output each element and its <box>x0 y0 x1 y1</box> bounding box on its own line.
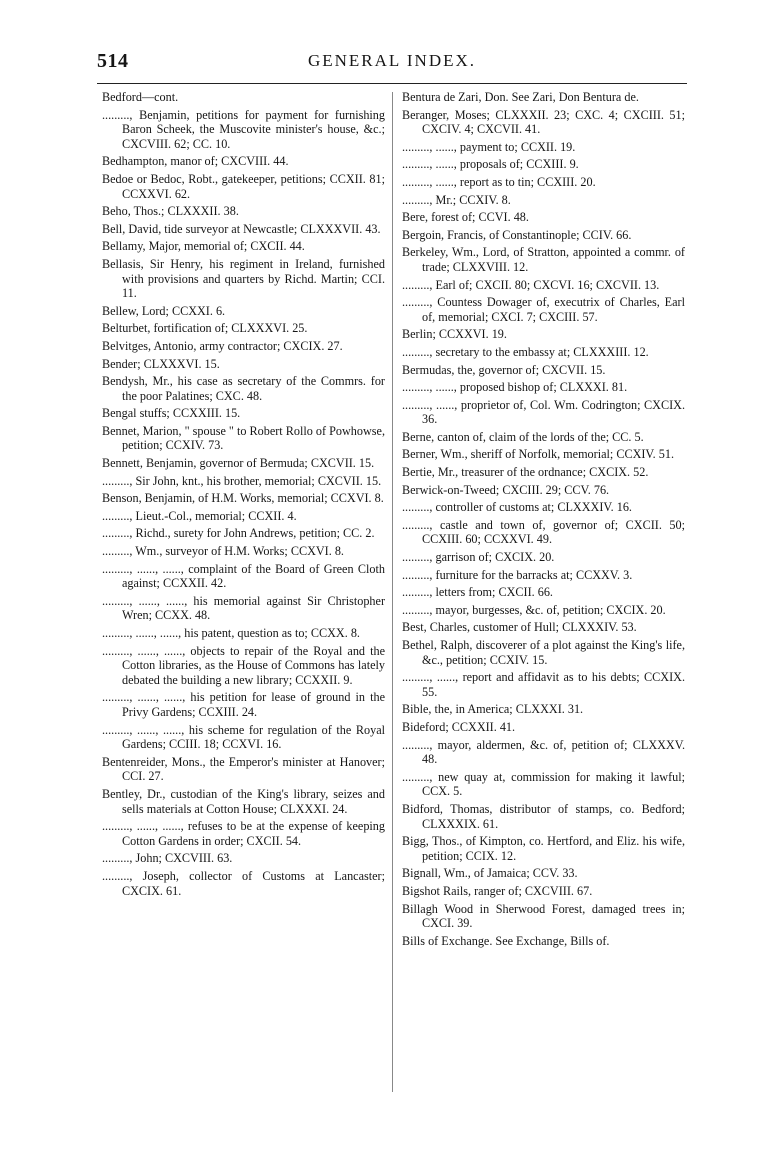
index-entry: Bellew, Lord; CCXXI. 6. <box>102 303 226 318</box>
index-entry: ........., furniture for the barracks at; CCXXV. 3. <box>402 567 633 582</box>
index-entry: Bentley, Dr., custodian of the King's library, seizes and sells materials at Cotton House; CLXXXI. 24. <box>102 786 385 816</box>
index-entry: Bedhampton, manor of; CXCVIII. 44. <box>102 154 289 169</box>
index-entry: Bignall, Wm., of Jamaica; CCV. 33. <box>402 866 578 881</box>
index-entry: Beranger, Moses; CLXXXII. 23; CXC. 4; CXCIII. 51; CXCIV. 4; CXCVII. 41. <box>402 107 685 137</box>
index-entry: Bethel, Ralph, discoverer of a plot against the King's life, &c., petition; CCXIV. 15. <box>402 638 685 667</box>
index-entry: ........., ......, proposals of; CCXIII. 9. <box>402 157 579 172</box>
index-entry: ........., ......, ......, objects to repair of the Royal and the Cotton libraries, as the House of Commons has lately debated the building a new library; CCXXII. 9. <box>102 643 385 687</box>
index-entry: ........., Joseph, collector of Customs at Lancaster; CXCIX. 61. <box>102 868 385 898</box>
column-divider <box>392 92 393 1092</box>
index-entry: Bertie, Mr., treasurer of the ordnance; CXCIX. 52. <box>402 465 649 480</box>
index-entry: ........., ......, proprietor of, Col. Wm. Codrington; CXCIX. 36. <box>402 397 685 427</box>
index-entry: ........., ......, report as to tin; CCXIII. 20. <box>402 174 596 189</box>
index-entry: Bideford; CCXXII. 41. <box>402 719 516 734</box>
index-entry: Berlin; CCXXVI. 19. <box>402 327 507 342</box>
index-entry: ........., Lieut.-Col., memorial; CCXII. 4. <box>102 508 297 523</box>
running-title: GENERAL INDEX. <box>307 51 477 70</box>
index-entry: ........., John; CXCVIII. 63. <box>102 851 233 866</box>
index-entry: Bell, David, tide surveyor at Newcastle; CLXXXVII. 43. <box>102 221 381 236</box>
index-entry: Beho, Thos.; CLXXXII. 38. <box>102 204 239 219</box>
index-entry: Bennett, Benjamin, governor of Bermuda; CXCVII. 15. <box>102 456 375 471</box>
index-entry: Bedoe or Bedoc, Robt., gatekeeper, petitions; CCXII. 81; CCXXVI. 62. <box>102 171 385 201</box>
index-entry: Bellamy, Major, memorial of; CXCII. 44. <box>102 239 305 254</box>
index-entry: ........., ......, report and affidavit as to his debts; CCXIX. 55. <box>402 670 685 699</box>
index-entry: Billagh Wood in Sherwood Forest, damaged trees in; CXCI. 39. <box>402 901 685 931</box>
index-entry: Bennet, Marion, " spouse " to Robert Rollo of Powhowse, petition; CCXIV. 73. <box>102 423 385 453</box>
index-column-left <box>102 90 385 901</box>
index-entry: Berne, canton of, claim of the lords of the; CC. 5. <box>402 429 644 444</box>
index-entry: ........., ......, ......, complaint of the Board of Green Cloth against; CCXXII. 42. <box>102 561 385 591</box>
index-entry: ........., mayor, aldermen, &c. of, petition of; CLXXXV. 48. <box>402 737 685 767</box>
index-entry: ........., ......, ......, his petition for lease of ground in the Privy Gardens; CCXIII. 24. <box>102 690 385 719</box>
index-entry: Bedford—cont. <box>102 90 179 104</box>
page-header <box>97 50 687 76</box>
index-entry: ........., Richd., surety for John Andrews, petition; CC. 2. <box>102 526 375 541</box>
index-entry: ........., ......, payment to; CCXII. 19. <box>402 139 576 154</box>
index-entry: ........., new quay at, commission for making it lawful; CCX. 5. <box>402 769 685 799</box>
index-entry: Bengal stuffs; CCXXIII. 15. <box>102 406 241 421</box>
index-entry: Berner, Wm., sheriff of Norfolk, memorial; CCXIV. 51. <box>402 447 674 462</box>
index-entry: Bendysh, Mr., his case as secretary of the Commrs. for the poor Palatines; CXC. 48. <box>102 374 385 403</box>
index-entry: ........., secretary to the embassy at; CLXXXIII. 12. <box>402 344 649 359</box>
index-entry: ........., garrison of; CXCIX. 20. <box>402 550 555 565</box>
index-entry: Bere, forest of; CCVI. 48. <box>402 210 529 225</box>
index-entry: Bigshot Rails, ranger of; CXCVIII. 67. <box>402 883 593 898</box>
index-entry: Bentenreider, Mons., the Emperor's minister at Hanover; CCI. 27. <box>102 754 385 784</box>
index-entry: Bergoin, Francis, of Constantinople; CCIV. 66. <box>402 227 632 242</box>
index-entry: Bills of Exchange. See Exchange, Bills of. <box>402 933 610 948</box>
index-entry: ........., Benjamin, petitions for payment for furnishing Baron Scheek, the Muscovite minister's house, &c.; CXCVIII. 62; CC. 10. <box>102 107 385 151</box>
index-entry: Belturbet, fortification of; CLXXXVI. 25. <box>102 321 308 336</box>
index-entry: ........., ......, proposed bishop of; CLXXXI. 81. <box>402 380 628 395</box>
index-entry: ........., ......, ......, his memorial against Sir Christopher Wren; CCXX. 48. <box>102 593 385 623</box>
index-entry: Berkeley, Wm., Lord, of Stratton, appointed a commr. of trade; CLXXVIII. 12. <box>402 245 685 274</box>
index-entry: Bentura de Zari, Don. See Zari, Don Bentura de. <box>402 90 639 104</box>
index-entry: ........., Earl of; CXCII. 80; CXCVI. 16; CXCVII. 13. <box>402 277 660 292</box>
index-entry: Best, Charles, customer of Hull; CLXXXIV. 53. <box>402 620 637 635</box>
index-entry: ........., ......, ......, his patent, question as to; CCXX. 8. <box>102 626 360 640</box>
index-entry: ........., ......, ......, refuses to be at the expense of keeping Cotton Gardens in order; CXCII. 54. <box>102 819 385 848</box>
page-number: 514 <box>97 50 129 72</box>
index-entry: ........., Sir John, knt., his brother, memorial; CXCVII. 15. <box>102 473 382 488</box>
index-entry: ........., castle and town of, governor of; CXCII. 50; CCXIII. 60; CCXXVI. 49. <box>402 517 685 547</box>
index-entry: ........., ......, ......, his scheme for regulation of the Royal Gardens; CCIII. 18; CCXVI. 16. <box>102 722 385 752</box>
header-rule <box>97 83 687 84</box>
index-entry: ........., Wm., surveyor of H.M. Works; CCXVI. 8. <box>102 544 344 559</box>
index-entry: Benson, Benjamin, of H.M. Works, memorial; CCXVI. 8. <box>102 491 384 506</box>
index-entry: Bermudas, the, governor of; CXCVII. 15. <box>402 362 606 377</box>
index-entry: Belvitges, Antonio, army contractor; CXCIX. 27. <box>102 338 343 353</box>
index-entry: Bellasis, Sir Henry, his regiment in Ireland, furnished with provisions and quarters by Richd. Martin; CCI. 11. <box>102 256 385 301</box>
index-entry: ........., letters from; CXCII. 66. <box>402 585 553 600</box>
index-entry: Bigg, Thos., of Kimpton, co. Hertford, and Eliz. his wife, petition; CCIX. 12. <box>402 834 685 863</box>
index-column-right <box>402 90 685 951</box>
index-entry: Bible, the, in America; CLXXXI. 31. <box>402 702 584 717</box>
index-entry: Berwick-on-Tweed; CXCIII. 29; CCV. 76. <box>402 482 610 497</box>
index-entry: ........., Countess Dowager of, executrix of Charles, Earl of, memorial; CXCI. 7; CXCIII. 57. <box>402 295 685 324</box>
index-entry: ........., Mr.; CCXIV. 8. <box>402 192 511 207</box>
index-entry: ........., controller of customs at; CLXXXIV. 16. <box>402 500 632 515</box>
index-entry: Bidford, Thomas, distributor of stamps, co. Bedford; CLXXXIX. 61. <box>402 801 685 831</box>
index-entry: Bender; CLXXXVI. 15. <box>102 356 220 371</box>
index-entry: ........., mayor, burgesses, &c. of, petition; CXCIX. 20. <box>402 602 666 617</box>
